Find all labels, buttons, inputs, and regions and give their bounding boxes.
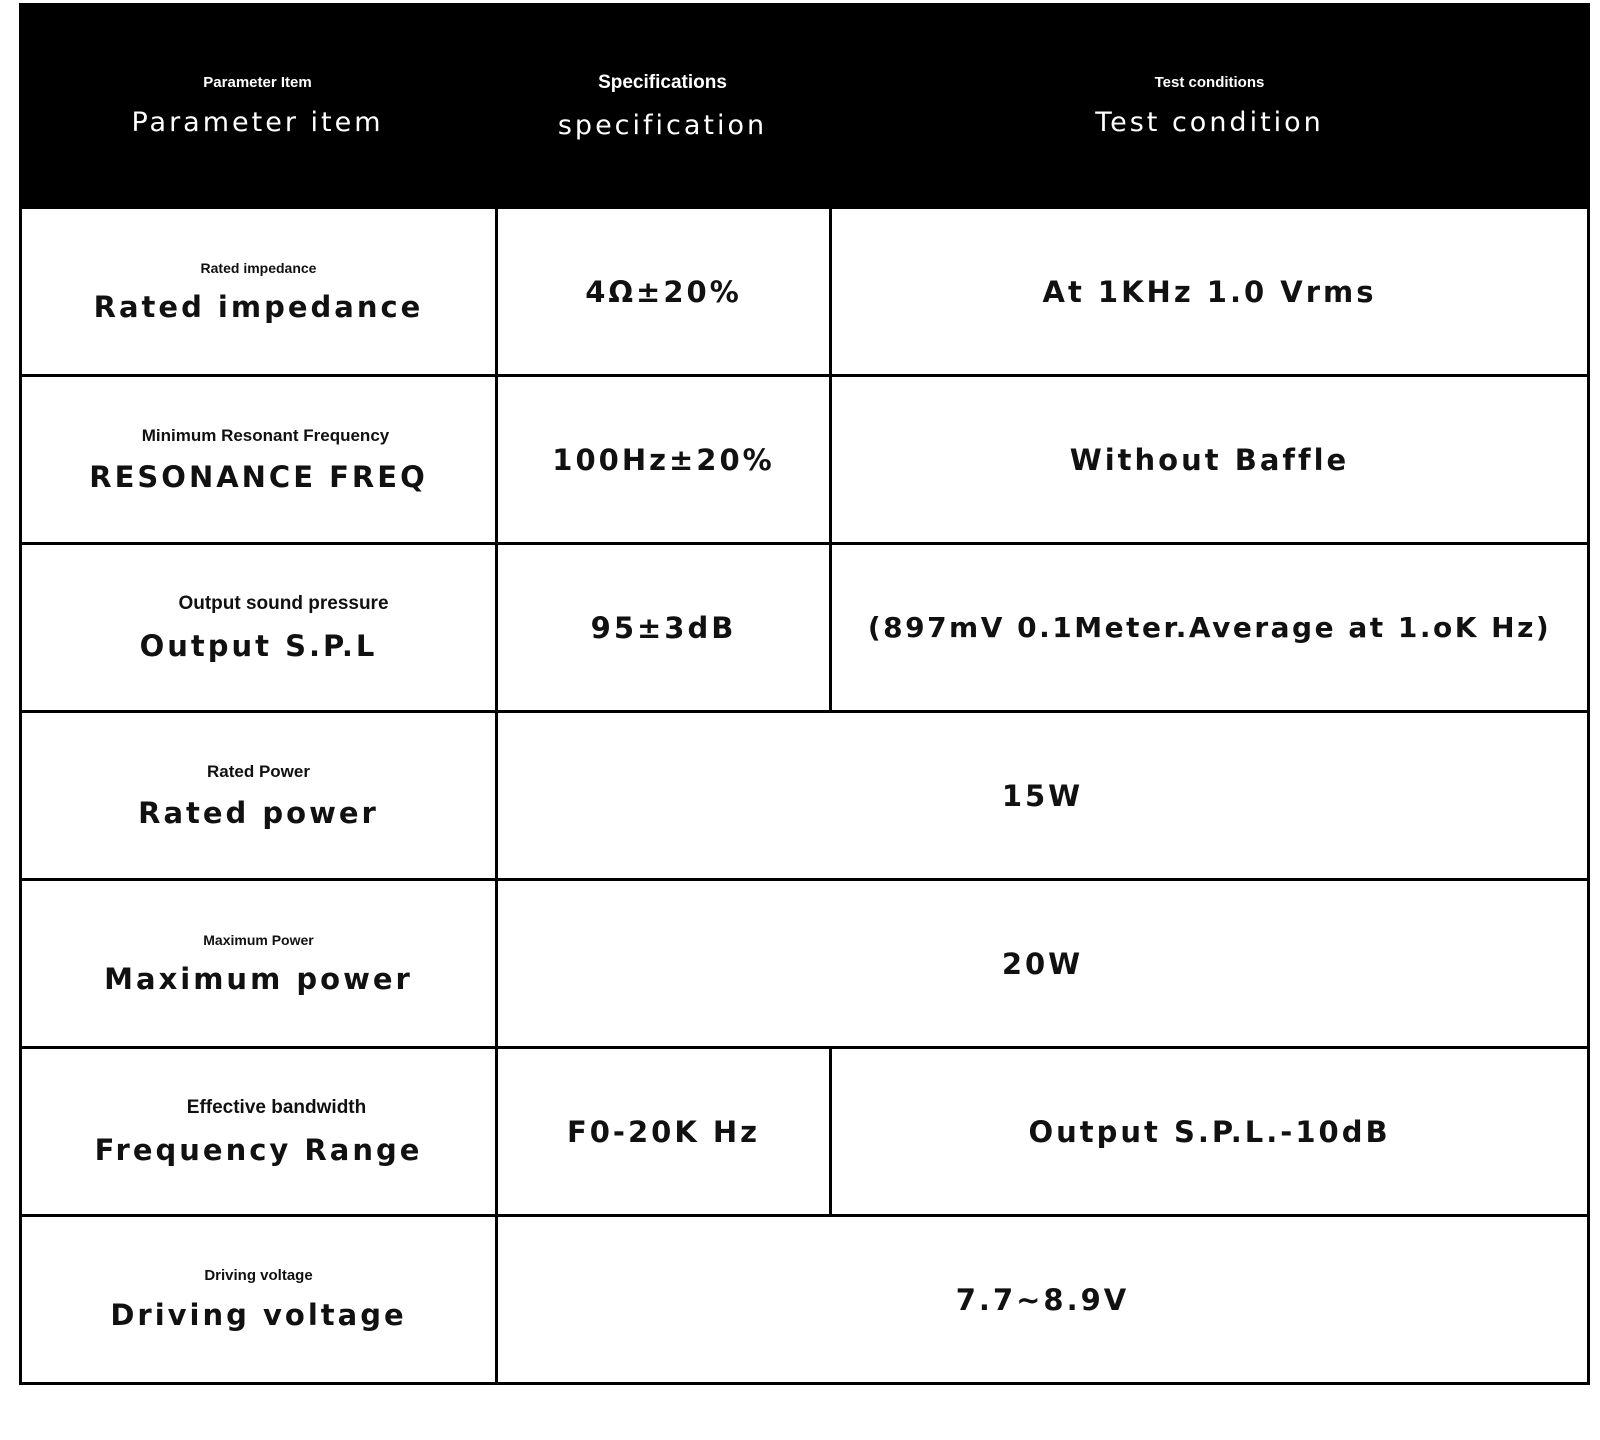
param-small-label: Rated impedance	[200, 259, 317, 276]
table-header	[19, 3, 1590, 209]
param-label: Output S.P.L	[139, 628, 378, 663]
table-row-rated-impedance	[22, 209, 1587, 377]
header-test-condition-small: Test conditions	[1154, 74, 1265, 91]
spec-value: 15W	[1001, 778, 1084, 813]
table-row-rated-power	[22, 713, 1587, 881]
condition-value: Without Baffle	[1069, 442, 1350, 477]
header-test-condition	[829, 3, 1590, 209]
header-test-condition-label: Test condition	[1095, 107, 1324, 138]
param-small-label: Effective bandwidth	[186, 1096, 367, 1118]
spec-value: 4Ω±20%	[585, 274, 742, 309]
condition-value: At 1KHz 1.0 Vrms	[1042, 274, 1377, 309]
condition-value: (897mV 0.1Meter.Average at 1.oK Hz)	[867, 611, 1552, 644]
param-label: Rated impedance	[93, 289, 424, 324]
condition-cell	[832, 1049, 1587, 1214]
param-cell	[22, 1217, 498, 1382]
table-row-resonance-freq	[22, 377, 1587, 545]
spec-value: 100Hz±20%	[552, 442, 775, 477]
condition-cell	[832, 209, 1587, 374]
spec-table	[19, 209, 1590, 1385]
spec-cell	[498, 545, 832, 710]
condition-cell	[832, 545, 1587, 710]
condition-cell	[832, 377, 1587, 542]
param-label: Driving voltage	[110, 1298, 407, 1332]
param-cell	[22, 209, 498, 374]
param-label: Maximum power	[104, 961, 413, 996]
param-label: Frequency Range	[94, 1132, 423, 1167]
param-cell	[22, 713, 498, 878]
table-row-output-spl	[22, 545, 1587, 713]
param-small-label: Driving voltage	[204, 1267, 313, 1284]
spec-cell	[498, 209, 832, 374]
spec-cell	[498, 1049, 832, 1214]
param-small-label: Rated Power	[207, 761, 310, 781]
condition-value: Output S.P.L.-10dB	[1028, 1114, 1391, 1149]
param-cell	[22, 377, 498, 542]
param-small-label: Maximum Power	[203, 931, 314, 948]
value-cell	[498, 1217, 1587, 1382]
spec-value: 20W	[1001, 946, 1084, 981]
table-row-driving-voltage	[22, 1217, 1587, 1385]
param-small-label: Minimum Resonant Frequency	[141, 425, 390, 445]
header-specification	[496, 3, 829, 209]
spec-value: 95±3dB	[590, 610, 737, 645]
param-cell	[22, 545, 498, 710]
table-row-maximum-power	[22, 881, 1587, 1049]
spec-value: F0-20K Hz	[566, 1114, 761, 1149]
param-label: Rated power	[138, 795, 379, 830]
spec-value: 7.7~8.9V	[955, 1282, 1130, 1317]
header-specification-label: specification	[557, 109, 768, 141]
param-label: RESONANCE FREQ	[89, 459, 428, 494]
table-row-frequency-range	[22, 1049, 1587, 1217]
header-parameter-item-label: Parameter item	[131, 107, 384, 138]
value-cell	[498, 881, 1587, 1046]
header-parameter-item-small: Parameter Item	[203, 74, 312, 91]
param-cell	[22, 881, 498, 1046]
header-parameter-item	[19, 3, 496, 209]
param-small-label: Output sound pressure	[178, 592, 389, 614]
header-specification-small: Specifications	[598, 71, 727, 93]
param-cell	[22, 1049, 498, 1214]
value-cell	[498, 713, 1587, 878]
spec-cell	[498, 377, 832, 542]
